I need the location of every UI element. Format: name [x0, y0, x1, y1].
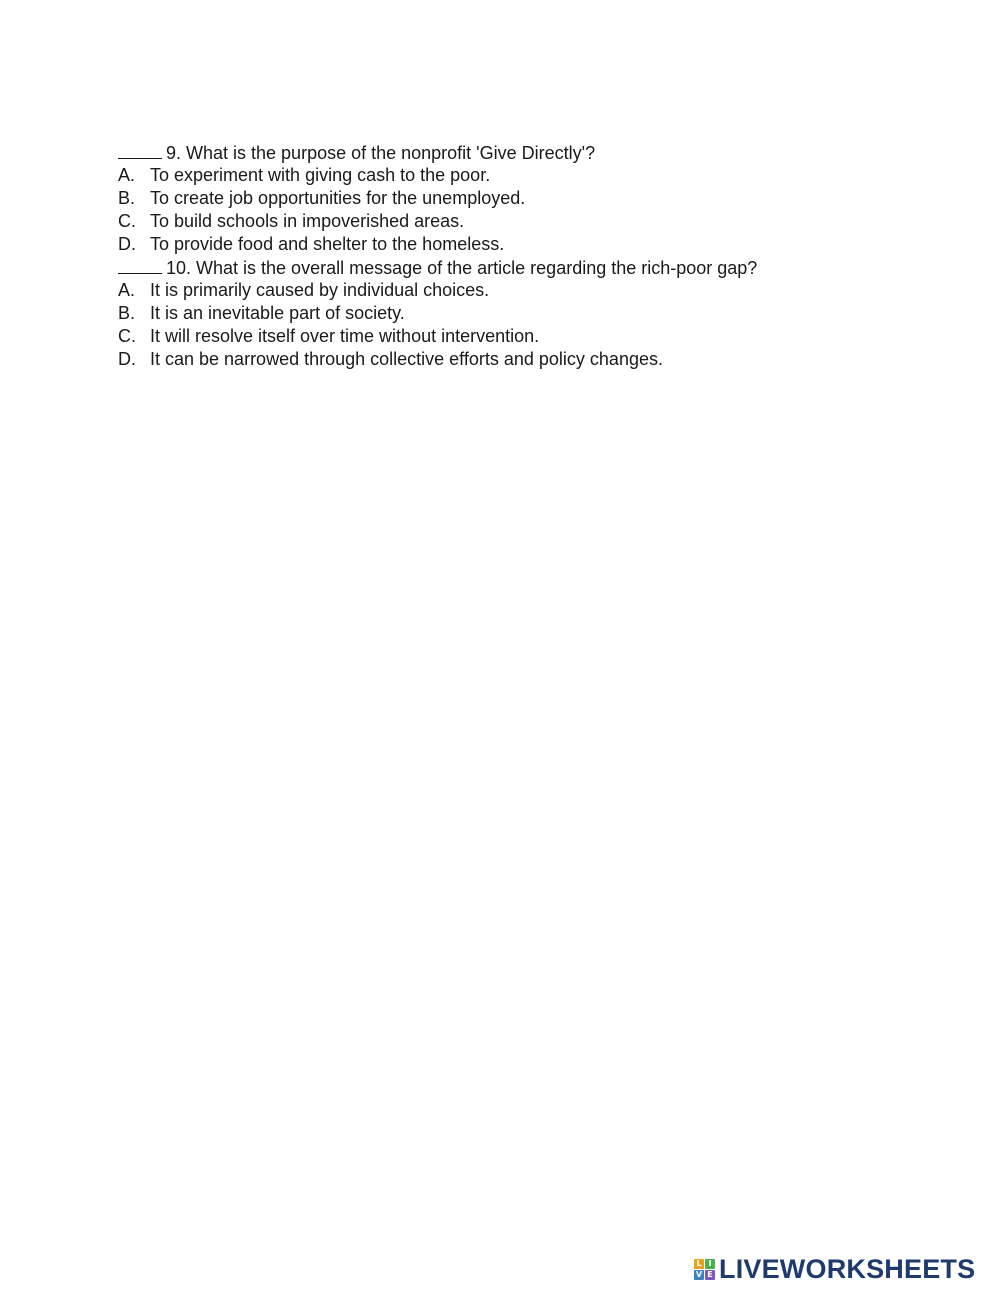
question-text: 9. What is the purpose of the nonprofit 'Give Directly'?: [166, 143, 596, 163]
question-10: [118, 256, 878, 279]
option-text: It can be narrowed through collective efforts and policy changes.: [150, 349, 663, 369]
option-10-d: [118, 348, 878, 371]
logo-mark-icon: [694, 1259, 715, 1280]
question-text: 10. What is the overall message of the article regarding the rich-poor gap?: [166, 258, 758, 278]
option-letter: D.: [118, 234, 136, 254]
logo-mark-tile: V: [695, 1269, 703, 1279]
option-text: To create job opportunities for the unemployed.: [150, 188, 526, 208]
option-text: To experiment with giving cash to the poor.: [150, 165, 491, 185]
option-letter: A.: [118, 165, 136, 185]
option-10-a: [118, 279, 878, 302]
option-9-c: [118, 210, 878, 233]
option-text: It is an inevitable part of society.: [150, 303, 405, 323]
option-letter: B.: [118, 188, 136, 208]
logo-mark-tile: I: [705, 1259, 715, 1269]
option-text: To build schools in impoverished areas.: [150, 211, 465, 231]
logo-mark-tile: L: [694, 1259, 704, 1269]
option-letter: B.: [118, 303, 136, 323]
option-text: To provide food and shelter to the homeless.: [150, 234, 505, 254]
option-10-b: [118, 302, 878, 325]
question-9: [118, 141, 878, 164]
answer-blank-10[interactable]: [118, 256, 162, 274]
logo-text: LIVEWORKSHEETS: [719, 1254, 976, 1284]
logo-mark-tile: E: [705, 1270, 715, 1280]
option-9-b: [118, 187, 878, 210]
option-letter: C.: [118, 211, 136, 231]
option-text: It is primarily caused by individual choices.: [150, 280, 490, 300]
option-letter: A.: [118, 280, 136, 300]
answer-blank-9[interactable]: [118, 141, 162, 159]
quiz-section: [118, 141, 878, 371]
option-10-c: [118, 325, 878, 348]
liveworksheets-logo: [694, 1256, 975, 1282]
option-letter: D.: [118, 349, 136, 369]
option-9-d: [118, 233, 878, 256]
option-9-a: [118, 164, 878, 187]
option-text: It will resolve itself over time without intervention.: [150, 326, 540, 346]
option-letter: C.: [118, 326, 136, 346]
